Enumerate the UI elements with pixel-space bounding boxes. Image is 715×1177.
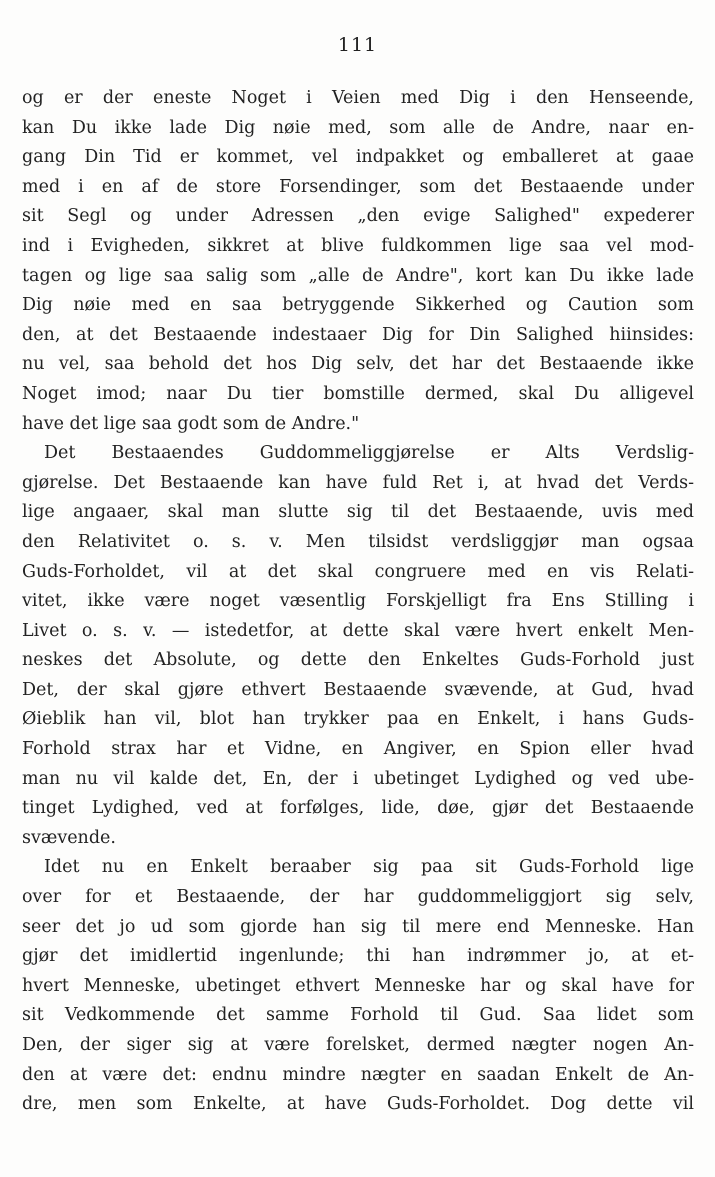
body-text <box>22 84 694 1120</box>
text-line: seer det jo ud som gjorde han sig til mere end Menneske. Han <box>22 916 694 937</box>
text-line: og er der eneste Noget i Veien med Dig i den Henseende, <box>22 88 694 108</box>
text-line: Noget imod; naar Du tier bomstille dermed, skal Du alligevel <box>22 383 694 404</box>
text-line: man nu vil kalde det, En, der i ubetinget Lydighed og ved ube- <box>22 768 694 789</box>
text-line: Dig nøie med en saa betryggende Sikkerhed og Caution som <box>22 295 694 316</box>
text-line: neskes det Absolute, og dette den Enkeltes Guds-Forhold just <box>22 650 694 671</box>
text-line: over for et Bestaaende, der har guddommeliggjort sig selv, <box>22 887 694 908</box>
text-line: Livet o. s. v. — istedetfor, at dette skal være hvert enkelt Men- <box>22 620 694 641</box>
text-line: sit Vedkommende det samme Forhold til Gud. Saa lidet som <box>22 1005 694 1026</box>
text-line: sit Segl og under Adressen „den evige Salighed" expederer <box>22 206 694 227</box>
text-line: Guds-Forholdet, vil at det skal congruere med en vis Relati- <box>22 561 694 582</box>
text-line: vitet, ikke være noget væsentlig Forskjelligt fra Ens Stilling i <box>22 591 694 612</box>
text-line: gjørelse. Det Bestaaende kan have fuld Ret i, at hvad det Verds- <box>22 472 694 493</box>
text-line: med i en af de store Forsendinger, som det Bestaaende under <box>22 176 694 197</box>
text-line: nu vel, saa behold det hos Dig selv, det har det Bestaaende ikke <box>22 354 694 375</box>
text-line: Forhold strax har et Vidne, en Angiver, en Spion eller hvad <box>22 739 694 760</box>
text-line: lige angaaer, skal man slutte sig til det Bestaaende, uvis med <box>22 502 694 523</box>
text-line: hvert Menneske, ubetinget ethvert Menneske har og skal have for <box>22 975 694 996</box>
text-line: dre, men som Enkelte, at have Guds-Forholdet. Dog dette vil <box>22 1094 694 1115</box>
text-line: kan Du ikke lade Dig nøie med, som alle de Andre, naar en- <box>22 117 694 138</box>
text-line: tagen og lige saa salig som „alle de Andre", kort kan Du ikke lade <box>22 265 694 286</box>
text-line: svævende. <box>22 827 116 848</box>
text-line: tinget Lydighed, ved at forfølges, lide, døe, gjør det Bestaaende <box>22 798 694 819</box>
text-line: have det lige saa godt som de Andre." <box>22 413 360 434</box>
text-line: ind i Evigheden, sikkret at blive fuldkommen lige saa vel mod- <box>22 235 694 256</box>
text-line: den Relativitet o. s. v. Men tilsidst verdsliggjør man ogsaa <box>22 531 694 552</box>
text-line: Det, der skal gjøre ethvert Bestaaende svævende, at Gud, hvad <box>22 679 694 700</box>
page-number: 111 <box>337 34 378 56</box>
text-line: Idet nu en Enkelt beraaber sig paa sit Guds-Forhold lige <box>44 857 694 878</box>
text-line: den, at det Bestaaende indestaaer Dig for Din Salighed hiinsides: <box>22 324 694 345</box>
text-line: Den, der siger sig at være forelsket, dermed nægter nogen An- <box>22 1035 694 1055</box>
text-line: gang Din Tid er kommet, vel indpakket og emballeret at gaae <box>22 147 694 168</box>
text-line: den at være det: endnu mindre nægter en saadan Enkelt de An- <box>22 1064 694 1085</box>
text-line: gjør det imidlertid ingenlunde; thi han indrømmer jo, at et- <box>22 946 694 967</box>
text-line: Øieblik han vil, blot han trykker paa en Enkelt, i hans Guds- <box>22 709 694 730</box>
text-line: Det Bestaaendes Guddommeliggjørelse er Alts Verdslig- <box>44 443 694 464</box>
